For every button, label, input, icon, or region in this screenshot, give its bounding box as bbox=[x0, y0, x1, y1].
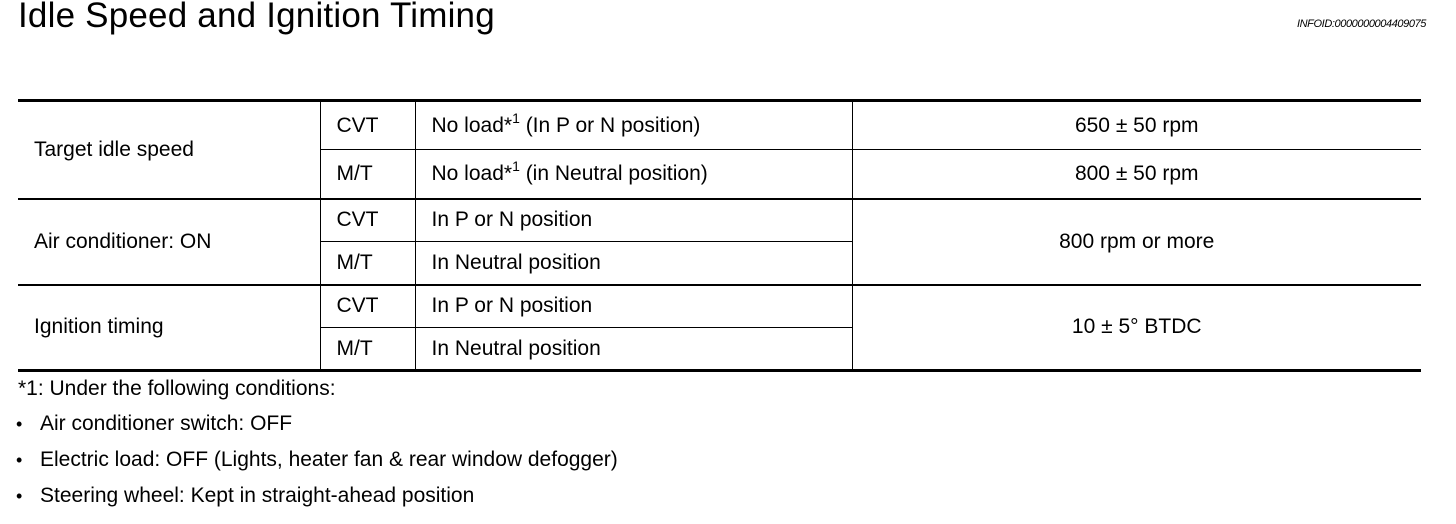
bullet-icon: • bbox=[16, 414, 23, 434]
item-ignition-timing: Ignition timing bbox=[18, 285, 320, 371]
value-cell: 800 rpm or more bbox=[852, 199, 1421, 285]
condition-cell: No load*$^1$ (In P or N position) bbox=[415, 101, 852, 150]
transmission-cell: CVT bbox=[320, 285, 415, 328]
idle-speed-spec-table bbox=[18, 99, 1421, 372]
condition-cell: In P or N position bbox=[415, 285, 852, 328]
condition-cell: In Neutral position bbox=[415, 242, 852, 285]
list-item: • Electric load: OFF (Lights, heater fan & rear window defogger) bbox=[16, 448, 618, 471]
condition-cell: In Neutral position bbox=[415, 328, 852, 371]
info-id: INFOID:0000000004409075 bbox=[1296, 18, 1426, 30]
transmission-cell: CVT bbox=[320, 199, 415, 242]
value-cell: 800 ± 50 rpm bbox=[852, 150, 1421, 199]
condition-cell: No load*$^1$ (in Neutral position) bbox=[415, 150, 852, 199]
transmission-cell: M/T bbox=[320, 242, 415, 285]
value-cell: 650 ± 50 rpm bbox=[852, 101, 1421, 150]
page-title: Idle Speed and Ignition Timing bbox=[18, 0, 495, 35]
table-row bbox=[18, 285, 1421, 328]
table-row bbox=[18, 199, 1421, 242]
table-row bbox=[18, 101, 1421, 150]
transmission-cell: M/T bbox=[320, 328, 415, 371]
item-air-conditioner-on: Air conditioner: ON bbox=[18, 199, 320, 285]
value-cell: 10 ± 5° BTDC bbox=[852, 285, 1421, 371]
transmission-cell: M/T bbox=[320, 150, 415, 199]
condition-cell: In P or N position bbox=[415, 199, 852, 242]
bullet-icon: • bbox=[16, 486, 23, 506]
conditions-list bbox=[16, 412, 618, 520]
item-target-idle-speed: Target idle speed bbox=[18, 101, 320, 199]
list-item: • Air conditioner switch: OFF bbox=[16, 412, 293, 435]
bullet-icon: • bbox=[16, 450, 23, 470]
transmission-cell: CVT bbox=[320, 101, 415, 150]
footnote: *1: Under the following conditions: bbox=[18, 377, 336, 400]
list-item: • Steering wheel: Kept in straight-ahead position bbox=[16, 484, 475, 507]
